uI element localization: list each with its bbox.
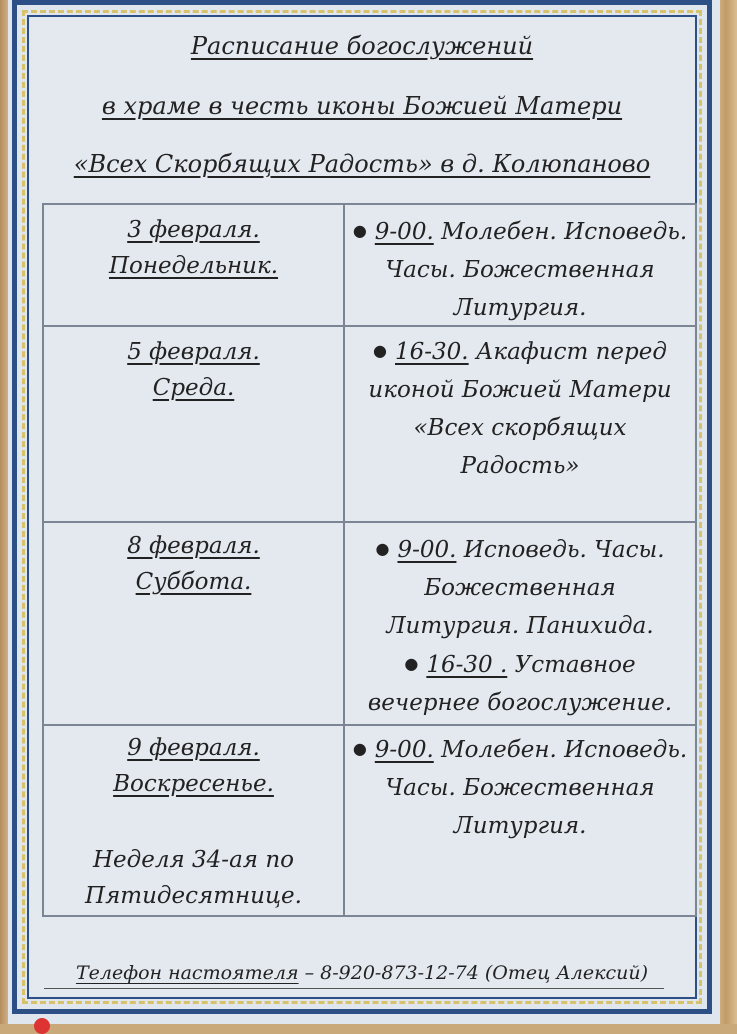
service-text: Литургия. xyxy=(453,295,587,321)
table-row-services xyxy=(345,332,695,485)
bullet-icon: ● xyxy=(352,221,367,240)
service-text: Уставное xyxy=(514,652,636,678)
notice-subtitle-1: в храме в честь иконы Божией Матери xyxy=(101,92,623,120)
service-text: Молебен. Исповедь. xyxy=(441,737,688,763)
table-row-divider xyxy=(42,724,697,726)
table-row-date xyxy=(44,528,343,600)
table-row-services xyxy=(345,730,695,845)
service-text: Молебен. Исповедь. xyxy=(441,219,688,245)
table-row-services xyxy=(345,530,695,722)
table-row-divider xyxy=(42,521,697,523)
footer-priest: (Отец Алексий) xyxy=(478,962,649,984)
footer-dash: – xyxy=(298,962,321,984)
table-row-date xyxy=(44,730,343,802)
table-row-note xyxy=(44,842,343,914)
service-text: Божественная xyxy=(424,575,616,601)
table-row-services xyxy=(345,212,695,327)
date-label: 8 февраля. xyxy=(127,533,260,559)
weekday-label: Воскресенье. xyxy=(113,771,274,797)
weekday-label: Среда. xyxy=(152,375,235,401)
footer-phone[interactable]: 8-920-873-12-74 xyxy=(320,962,479,984)
footer-label: Телефон настоятеля xyxy=(75,962,299,984)
footer-underline xyxy=(44,988,664,989)
service-time: 9-00. xyxy=(374,219,434,245)
red-dot-object xyxy=(34,1018,50,1034)
bullet-icon: ● xyxy=(375,539,390,558)
service-text: Часы. Божественная xyxy=(385,775,655,801)
service-text: Литургия. xyxy=(453,813,587,839)
weekday-label: Понедельник. xyxy=(108,253,279,279)
weekday-label: Суббота. xyxy=(135,569,252,595)
service-time: 16-30 . xyxy=(426,652,508,678)
footer-phone-line xyxy=(30,962,694,984)
service-text: Акафист перед xyxy=(475,339,667,365)
date-label: 5 февраля. xyxy=(127,339,260,365)
service-text: иконой Божией Матери xyxy=(368,377,672,403)
service-text: «Всех скорбящих xyxy=(413,415,627,441)
service-time: 16-30. xyxy=(395,339,469,365)
note-text: Неделя 34-ая по xyxy=(93,847,294,873)
bullet-icon: ● xyxy=(404,654,419,673)
note-text: Пятидесятнице. xyxy=(85,883,302,909)
service-text: Литургия. Панихида. xyxy=(386,613,654,639)
notice-title: Расписание богослужений xyxy=(190,32,534,60)
notice-subtitle-2: «Всех Скорбящих Радость» в д. Колюпаново xyxy=(73,150,651,178)
date-label: 3 февраля. xyxy=(127,217,260,243)
date-label: 9 февраля. xyxy=(127,735,260,761)
table-row-date xyxy=(44,334,343,406)
service-text: Радость» xyxy=(460,453,580,479)
service-time: 9-00. xyxy=(374,737,434,763)
bullet-icon: ● xyxy=(352,739,367,758)
service-text: Часы. Божественная xyxy=(385,257,655,283)
service-time: 9-00. xyxy=(397,537,457,563)
table-row-date xyxy=(44,212,343,284)
service-text: вечернее богослужение. xyxy=(367,690,673,716)
service-text: Исповедь. Часы. xyxy=(463,537,665,563)
bullet-icon: ● xyxy=(373,341,387,360)
